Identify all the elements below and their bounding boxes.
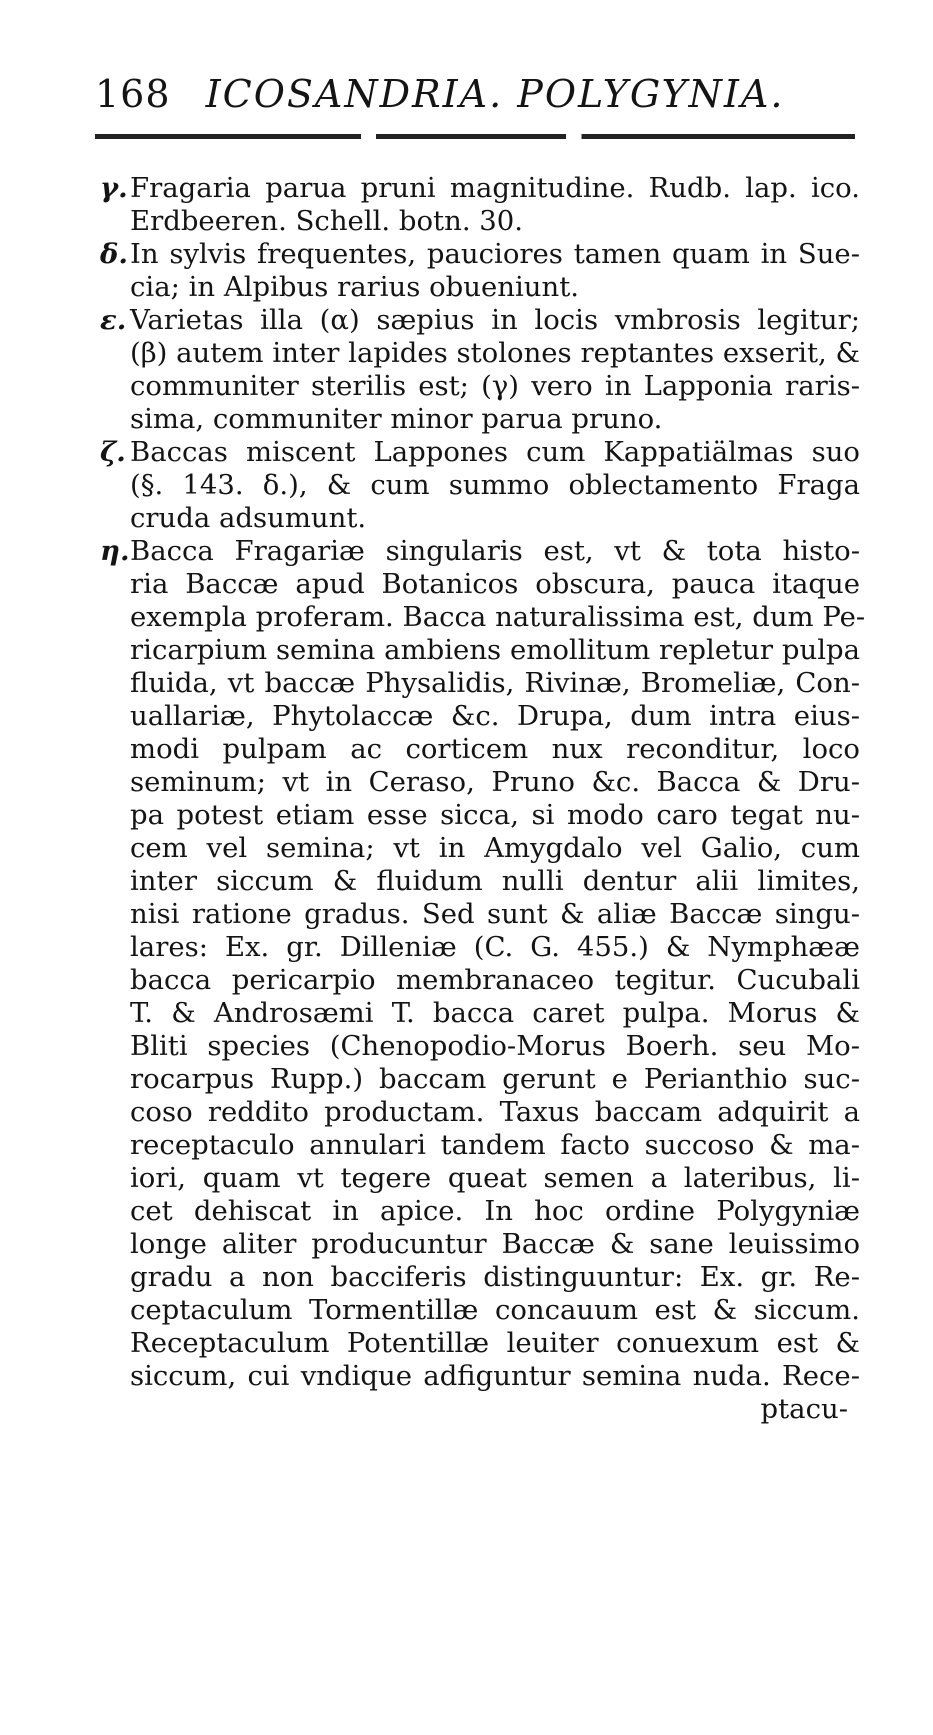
text-line: ria Baccæ apud Botanicos obscura, pauca itaque bbox=[130, 568, 860, 600]
text-line: uallariæ, Phytolaccæ &c. Drupa, dum intra eius- bbox=[130, 700, 860, 732]
text-line: Varietas illa (α) sæpius in locis vmbrosis legitur; bbox=[130, 304, 860, 336]
paragraph-marker: ζ. bbox=[100, 436, 126, 468]
text-line: Receptaculum Potentillæ leuiter conuexum est & bbox=[130, 1327, 860, 1359]
paragraph-delta bbox=[100, 238, 860, 304]
text-line: gradu a non bacciferis distinguuntur: Ex. gr. Re- bbox=[130, 1261, 860, 1293]
catchword: ptacu- bbox=[760, 1393, 848, 1425]
text-line: modi pulpam ac corticem nux reconditur, loco bbox=[130, 733, 860, 765]
text-line: exempla proferam. Bacca naturalissima est, dum Pe- bbox=[130, 601, 866, 633]
text-line: Fragaria parua pruni magnitudine. Rudb. lap. ico. bbox=[130, 172, 860, 204]
text-line: Bliti species (Chenopodio-Morus Boerh. seu Mo- bbox=[130, 1030, 860, 1062]
text-line: In sylvis frequentes, pauciores tamen quam in Sue- bbox=[130, 238, 860, 270]
text-line: T. & Androsæmi T. bacca caret pulpa. Morus & bbox=[130, 997, 860, 1029]
text-line: cia; in Alpibus rarius obueniunt. bbox=[130, 271, 579, 303]
text-line: cet dehiscat in apice. In hoc ordine Polygyniæ bbox=[130, 1195, 860, 1227]
text-line: Erdbeeren. Schell. botn. 30. bbox=[130, 205, 524, 237]
text-line: bacca pericarpio membranaceo tegitur. Cucubali bbox=[130, 964, 860, 996]
text-line: siccum, cui vndique adfiguntur semina nuda. Rece- bbox=[130, 1360, 860, 1392]
paragraph-zeta bbox=[100, 436, 860, 535]
text-line: inter siccum & fluidum nulli dentur alii limites, bbox=[130, 865, 860, 897]
paragraph-marker: γ. bbox=[100, 172, 128, 204]
text-line: ceptaculum Tormentillæ concauum est & siccum. bbox=[130, 1294, 860, 1326]
text-line: cruda adsumunt. bbox=[130, 502, 367, 534]
text-line: communiter sterilis est; (γ) vero in Lapponia raris- bbox=[130, 370, 860, 402]
paragraph-marker: η. bbox=[100, 535, 130, 567]
text-line: iori, quam vt tegere queat semen a lateribus, li- bbox=[130, 1162, 860, 1194]
page-number: 168 bbox=[95, 72, 171, 116]
text-line: (§. 143. δ.), & cum summo oblectamento Fraga bbox=[130, 469, 860, 501]
paragraph-marker: ε. bbox=[100, 304, 127, 336]
text-line: seminum; vt in Ceraso, Pruno &c. Bacca & Dru- bbox=[130, 766, 860, 798]
text-line: Bacca Fragariæ singularis est, vt & tota histo- bbox=[130, 535, 860, 567]
text-line: rocarpus Rupp.) baccam gerunt e Perianthio suc- bbox=[130, 1063, 860, 1095]
text-line: coso reddito productam. Taxus baccam adquirit a bbox=[130, 1096, 860, 1128]
text-line: lares: Ex. gr. Dilleniæ (C. G. 455.) & Nymphææ bbox=[130, 931, 860, 963]
text-line: ricarpium semina ambiens emollitum repletur pulpa bbox=[130, 634, 860, 666]
text-line: receptaculo annulari tandem facto succoso & ma- bbox=[130, 1129, 860, 1161]
text-line: cem vel semina; vt in Amygdalo vel Galio, cum bbox=[130, 832, 860, 864]
text-line: sima, communiter minor parua pruno. bbox=[130, 403, 663, 435]
text-line: Baccas miscent Lappones cum Kappatiälmas suo bbox=[130, 436, 860, 468]
text-line: nisi ratione gradus. Sed sunt & aliæ Baccæ singu- bbox=[130, 898, 860, 930]
page-body bbox=[100, 172, 866, 1426]
header-rule bbox=[95, 134, 855, 139]
paragraph-gamma bbox=[100, 172, 860, 238]
running-header bbox=[95, 72, 855, 116]
text-line: longe aliter producuntur Baccæ & sane leuissimo bbox=[130, 1228, 860, 1260]
text-line: (β) autem inter lapides stolones reptantes exserit, & bbox=[130, 337, 860, 369]
running-title: ICOSANDRIA. POLYGYNIA. bbox=[205, 72, 785, 116]
paragraph-epsilon bbox=[100, 304, 860, 436]
text-line: pa potest etiam esse sicca, si modo caro tegat nu- bbox=[130, 799, 860, 831]
paragraph-eta bbox=[100, 535, 866, 1393]
paragraph-marker: δ. bbox=[100, 238, 128, 270]
text-line: fluida, vt baccæ Physalidis, Rivinæ, Bromeliæ, Con- bbox=[130, 667, 860, 699]
